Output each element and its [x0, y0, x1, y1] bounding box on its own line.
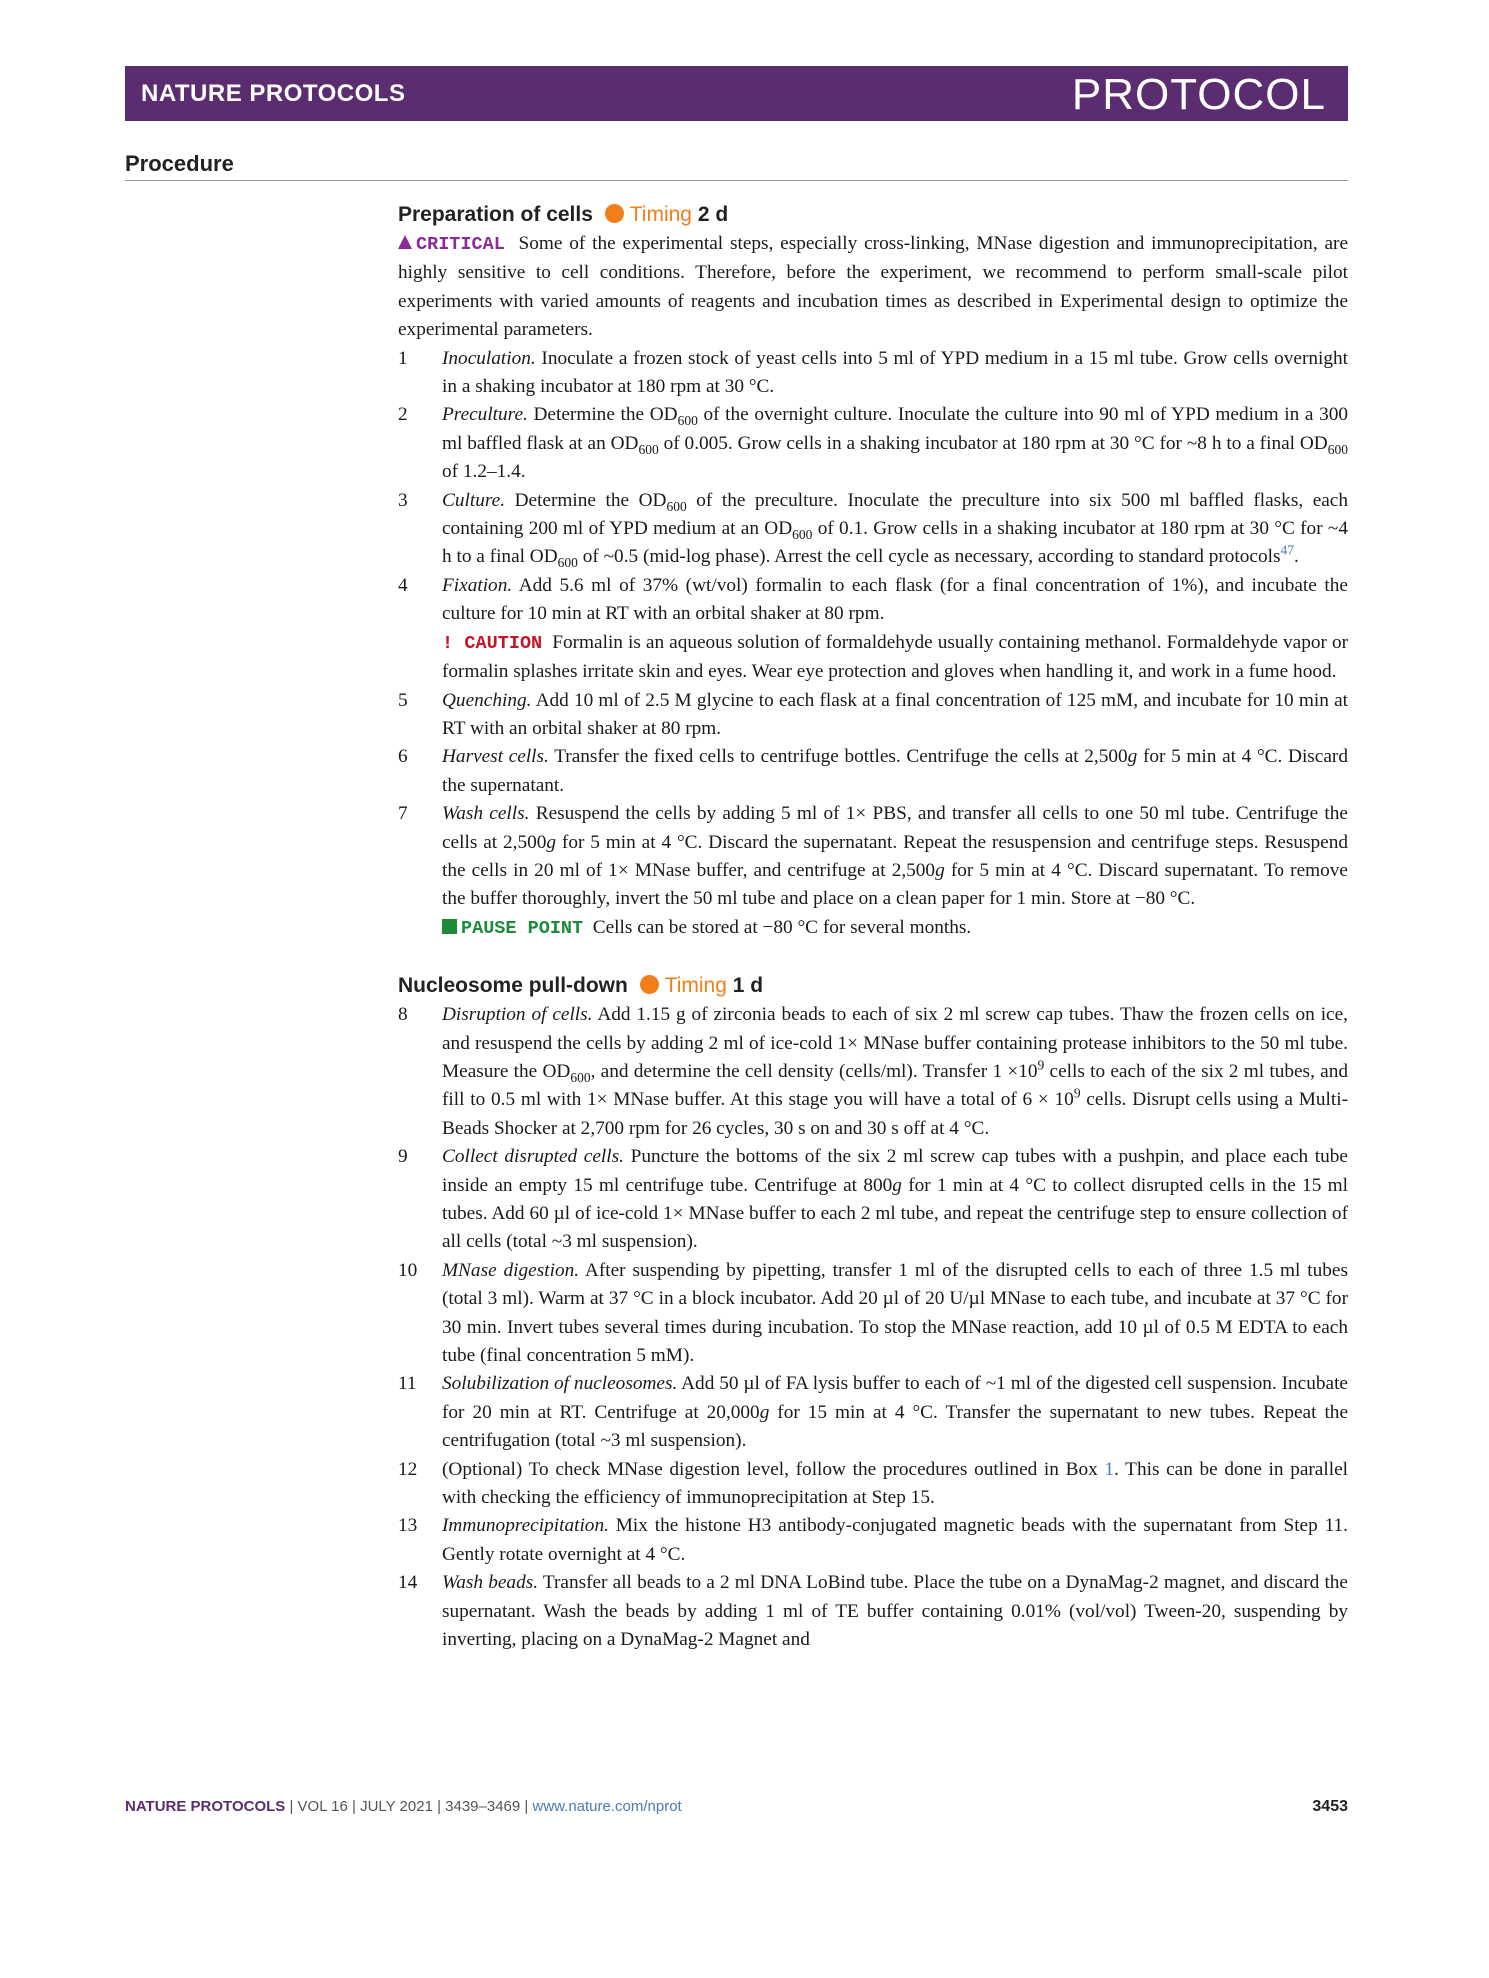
step-text: Add 10 ml of 2.5 M glycine to each flask at a final concentration of 125 mM, and incubate for 10 min at RT with an orbital shaker at 80 rpm. — [442, 689, 1348, 739]
step-text: Determine the $OD_{600}$ of the preculture. Inoculate the preculture into six 500 ml baffled flasks, each containing 200 ml of YPD medium at an $OD_{600}$ of 0.1. Grow cells in a shaking incubator at 180 rpm at 30 °C for ~4 h to a final $OD_{600}$ of ~0.5 (mid-log phase). Arrest the cell cycle as necessary, according to standard protocols$^{47}$. — [442, 489, 1349, 571]
step — [398, 1257, 1348, 1371]
step-number: 6 — [398, 746, 408, 768]
step-text: (Optional) To check MNase digestion level, follow the procedures outlined in Box 1. This can be done in parallel with checking the efficiency of immunoprecipitation at Step 15. — [442, 1458, 1348, 1509]
step — [398, 1143, 1348, 1257]
step-title: Harvest cells. — [442, 746, 549, 768]
step-text: Determine the $OD_{600}$ of the overnight culture. Inoculate the culture into 90 ml of YPD medium in a 300 ml baffled flask at an $OD_{600}$ of 0.005. Grow cells in a shaking incubator at 180 rpm at 30 °C for ~8 h to a final $OD_{600}$ of 1.2–1.4. — [442, 404, 1348, 483]
step — [398, 345, 1348, 402]
step-number: 2 — [398, 404, 408, 426]
step-title: Inoculation. — [442, 347, 536, 369]
step-title: Collect disrupted cells. — [442, 1146, 624, 1168]
step-number: 5 — [398, 689, 408, 711]
step — [398, 687, 1348, 744]
timing-value: 1 d — [732, 974, 764, 998]
subsection-heading — [398, 971, 1348, 1001]
step — [398, 401, 1348, 486]
timing-dot-icon — [640, 975, 659, 994]
caution-note — [442, 629, 1348, 687]
step-text: Add 5.6 ml of 37% (wt/vol) formalin to each flask (for a final concentration of 1%), and incubate the culture for 10 min at RT with an orbital shaker at 80 rpm. — [442, 574, 1348, 625]
subsection-heading — [398, 200, 1348, 230]
step-number: 4 — [398, 574, 408, 596]
page-footer: NATURE PROTOCOLS | VOL 16 | JULY 2021 | 3439–3469 | www.nature.com/nprot 3453 — [125, 1798, 1348, 1815]
step-title: Disruption of cells. — [442, 1004, 593, 1026]
step-number: 1 — [398, 347, 408, 369]
step-number: 13 — [398, 1515, 418, 1537]
step-text: After suspending by pipetting, transfer 1 ml of the disrupted cells to each of three 1.5 ml tubes (total 3 ml). Warm at 37 °C in a block incubator. Add 20 µl of 20 U/µl MNase to each tube, and incubate at 37 °C for 30 min. Invert tubes several times during incubation. To stop the MNase reaction, add 10 µl of 0.5 M EDTA to each tube (final concentration 5 mM). — [442, 1259, 1348, 1367]
step-text: Mix the histone H3 antibody-conjugated magnetic beads with the supernatant from Step 11. Gently rotate overnight at 4 °C. — [442, 1515, 1348, 1565]
step-text: Add 50 µl of FA lysis buffer to each of ~1 ml of the digested cell suspension. Incubate for 20 min at RT. Centrifuge at 20,000g for 15 min at 4 °C. Transfer the supernatant to new tubes. Repeat the centrifugation (total ~3 ml suspension). — [442, 1373, 1348, 1452]
step — [398, 1512, 1348, 1569]
step-text: Transfer all beads to a 2 ml DNA LoBind tube. Place the tube on a DynaMag-2 magnet, and discard the supernatant. Wash the beads by adding 1 ml of TE buffer containing 0.01% (vol/vol) Tween-20, suspending by inverting, placing on a DynaMag-2 Magnet and — [442, 1572, 1348, 1651]
step — [398, 743, 1348, 800]
step-title: Immunoprecipitation. — [442, 1515, 609, 1537]
step-text: Puncture the bottoms of the six 2 ml screw cap tubes with a pushpin, and place each tube inside an empty 15 ml centrifuge tube. Centrifuge at 800g for 1 min at 4 °C to collect disrupted cells in the 15 ml tubes. Add 60 µl of ice-cold 1× MNase buffer to each 2 ml tube, and repeat the centrifuge step to ensure collection of all cells (total ~3 ml suspension). — [442, 1146, 1348, 1253]
section-title: Procedure — [125, 151, 234, 176]
step — [398, 1456, 1348, 1513]
step-text: Transfer the fixed cells to centrifuge bottles. Centrifuge the cells at 2,500g for 5 min at 4 °C. Discard the supernatant. — [442, 746, 1348, 796]
caution-label: ! CAUTION — [442, 632, 543, 654]
timing-label: Timing — [664, 974, 727, 998]
critical-text: Some of the experimental steps, especially cross-linking, MNase digestion and immunoprecipitation, are highly sensitive to cell conditions. Therefore, before the experiment, we recommend to perform small-scale pilot experiments with varied amounts of reagents and incubation times as described in Experimental design to optimize the experimental parameters. — [398, 233, 1349, 341]
step-number: 11 — [398, 1373, 417, 1395]
caution-text: Formalin is an aqueous solution of formaldehyde usually containing methanol. Formaldehyde vapor or formalin splashes irritate skin and eyes. Wear eye protection and gloves when handling it, and work in a fume hood. — [442, 631, 1349, 683]
footer-date: JULY 2021 — [360, 1798, 433, 1815]
step-text: Add 1.15 g of zirconia beads to each of six 2 ml screw cap tubes. Thaw the frozen cells on ice, and resuspend the cells by adding 2 ml of ice-cold 1× MNase buffer containing protease inhibitors to the 50 ml tube. Measure the $OD_{600}$, and determine the cell density (cells/ml). Transfer $1 \times 10^9$ cells to each of the six 2 ml tubes, and fill to 0.5 ml with 1× MNase buffer. At this stage you will have a total of $6 \times 10^9$ cells. Disrupt cells using a Multi-Beads Shocker at 2,700 rpm for 26 cycles, 30 s on and 30 s off at 4 °C. — [442, 1004, 1348, 1139]
pause-text: Cells can be stored at −80 °C for several months. — [592, 916, 972, 938]
step-title: Fixation. — [442, 574, 513, 596]
article-type: PROTOCOL — [1071, 70, 1326, 119]
pause-square-icon — [442, 919, 457, 934]
step-title: Wash beads. — [442, 1572, 539, 1594]
step — [398, 1001, 1348, 1143]
step-text: Resuspend the cells by adding 5 ml of 1× PBS, and transfer all cells to one 50 ml tube. Centrifuge the cells at 2,500g for 5 min at 4 °C. Discard the supernatant. Repeat the resuspension and centrifuge steps. Resuspend the cells in 20 ml of 1× MNase buffer, and centrifuge at 2,500g for 5 min at 4 °C. Discard supernatant. To remove the buffer thoroughly, invert the 50 ml tube and place on a clean paper for 1 min. Store at −80 °C. — [442, 803, 1348, 910]
step-title: Preculture. — [442, 404, 528, 426]
step-number: 3 — [398, 489, 408, 511]
critical-label: CRITICAL — [416, 234, 505, 255]
step — [398, 1370, 1348, 1455]
step-number: 12 — [398, 1458, 418, 1480]
step-number: 14 — [398, 1572, 418, 1594]
timing-dot-icon — [605, 204, 624, 223]
step — [398, 800, 1348, 943]
footer-pages: 3439–3469 — [445, 1798, 521, 1815]
footer-journal: NATURE PROTOCOLS — [125, 1798, 286, 1815]
journal-banner — [125, 66, 1348, 121]
step-title: MNase digestion. — [442, 1259, 580, 1281]
section-rule — [125, 180, 1348, 181]
step-number: 7 — [398, 803, 408, 825]
timing-label: Timing — [629, 203, 692, 226]
step — [398, 1569, 1348, 1654]
pause-label: PAUSE POINT — [461, 917, 584, 939]
critical-note — [398, 230, 1348, 345]
subsection-title: Preparation of cells — [398, 203, 593, 226]
step-number: 9 — [398, 1146, 408, 1168]
timing-value: 2 d — [697, 203, 729, 226]
pause-point-note — [442, 914, 1348, 943]
step-text: Inoculate a frozen stock of yeast cells into 5 ml of YPD medium in a 15 ml tube. Grow cells overnight in a shaking incubator at 180 rpm at 30 °C. — [442, 347, 1348, 398]
journal-name: NATURE PROTOCOLS — [141, 80, 406, 107]
step-number: 8 — [398, 1004, 408, 1026]
step — [398, 487, 1348, 572]
step-number: 10 — [398, 1259, 418, 1281]
footer-url-link[interactable]: www.nature.com/nprot — [532, 1798, 682, 1815]
procedure-content — [398, 200, 1348, 1655]
footer-volume: VOL 16 — [297, 1798, 348, 1815]
page-number: 3453 — [1312, 1798, 1348, 1815]
subsection-title: Nucleosome pull-down — [398, 974, 628, 998]
step-title: Wash cells. — [442, 803, 530, 825]
step-title: Quenching. — [442, 689, 532, 711]
step-title: Solubilization of nucleosomes. — [442, 1373, 678, 1395]
step-title: Culture. — [442, 489, 506, 511]
critical-triangle-icon — [398, 235, 412, 249]
step — [398, 572, 1348, 687]
